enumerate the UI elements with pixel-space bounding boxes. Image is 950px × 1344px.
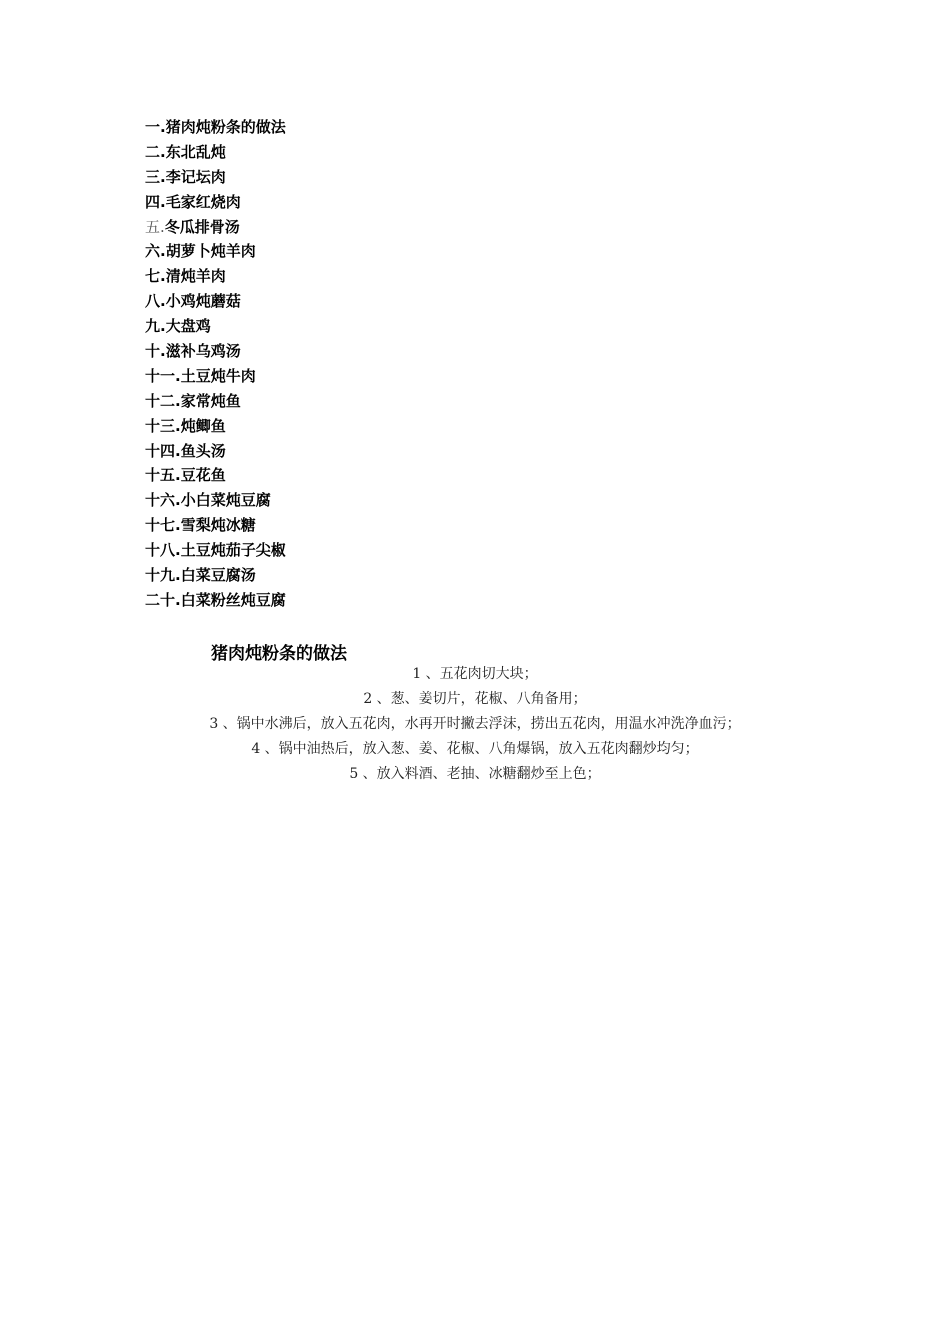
toc-item-number: 一. (145, 118, 166, 136)
toc-item (145, 140, 286, 165)
toc-item-number: 十六. (145, 491, 181, 510)
toc-item-title: 清炖羊肉 (165, 267, 226, 286)
toc-item-number: 四. (145, 192, 166, 211)
toc-item-number: 二十. (145, 590, 181, 609)
toc-item (145, 339, 286, 364)
toc-item-title: 李记坛肉 (165, 167, 226, 186)
toc-item (145, 588, 286, 613)
toc-item-title: 滋补乌鸡汤 (165, 342, 241, 361)
toc-item-title: 炖鲫鱼 (180, 416, 226, 435)
toc-item-number: 十一. (145, 366, 181, 385)
toc-item-number: 九. (145, 317, 166, 336)
toc-item-title: 冬瓜排骨汤 (164, 217, 240, 236)
toc-item-title: 土豆炖牛肉 (180, 366, 256, 385)
toc-item-number: 十二. (145, 391, 181, 410)
toc-item (145, 538, 286, 563)
toc-item-number: 三. (145, 167, 166, 186)
toc-item-title: 小鸡炖蘑菇 (165, 292, 241, 311)
toc-item-title: 家常炖鱼 (180, 391, 241, 410)
toc-item (145, 289, 286, 314)
toc-item-title: 东北乱炖 (165, 142, 226, 161)
toc-item (145, 239, 286, 264)
recipe-step: 4 、锅中油热后，放入葱、姜、花椒、八角爆锅，放入五花肉翻炒均匀； (251, 741, 699, 757)
toc-item-title: 大盘鸡 (165, 317, 211, 336)
toc-item-title: 猪肉炖粉条的做法 (165, 118, 286, 136)
toc-item-title: 小白菜炖豆腐 (180, 491, 271, 510)
toc-item-number: 十九. (145, 566, 181, 585)
toc-item (145, 513, 286, 538)
toc-item-number: 十三. (145, 416, 181, 435)
recipe-steps (0, 662, 950, 787)
toc-item (145, 314, 286, 339)
toc-item-number: 六. (145, 242, 166, 261)
recipe-step: 5 、放入料酒、老抽、冰糖翻炒至上色； (349, 766, 601, 782)
recipe-step: 2 、葱、姜切片，花椒、八角备用； (363, 691, 587, 707)
toc-item-number: 十八. (145, 541, 181, 560)
recipe-step: 1 、五花肉切大块； (412, 666, 538, 682)
toc-item-title: 毛家红烧肉 (165, 192, 241, 211)
toc-item-number: 五. (145, 217, 165, 236)
toc-item-number: 八. (145, 292, 166, 311)
toc-item-title: 土豆炖茄子尖椒 (180, 541, 286, 560)
toc-item (145, 463, 286, 488)
toc-item-title: 胡萝卜炖羊肉 (165, 242, 256, 261)
toc-item-number: 十五. (145, 466, 181, 485)
toc-item-title: 鱼头汤 (180, 441, 226, 460)
toc-item-number: 二. (145, 142, 166, 161)
toc-item (145, 215, 286, 240)
toc-item (145, 414, 286, 439)
toc-item (145, 439, 286, 464)
toc-item-title: 雪梨炖冰糖 (180, 516, 256, 535)
toc-item-title: 豆花鱼 (180, 466, 226, 485)
toc-item (145, 488, 286, 513)
toc-item-number: 七. (145, 267, 166, 286)
toc-item (145, 165, 286, 190)
toc-item (145, 563, 286, 588)
table-of-contents (145, 115, 286, 613)
toc-item (145, 389, 286, 414)
toc-item (145, 115, 286, 140)
toc-item-number: 十七. (145, 516, 181, 535)
toc-item (145, 364, 286, 389)
toc-item (145, 264, 286, 289)
recipe-title: 猪肉炖粉条的做法 (211, 644, 347, 664)
toc-item-number: 十四. (145, 441, 181, 460)
toc-item-title: 白菜豆腐汤 (180, 566, 256, 585)
toc-item-number: 十. (145, 342, 166, 361)
toc-item (145, 190, 286, 215)
recipe-step: 3 、锅中水沸后，放入五花肉，水再开时撇去浮沫，捞出五花肉，用温水冲洗净血污； (209, 716, 741, 732)
toc-item-title: 白菜粉丝炖豆腐 (180, 590, 286, 609)
